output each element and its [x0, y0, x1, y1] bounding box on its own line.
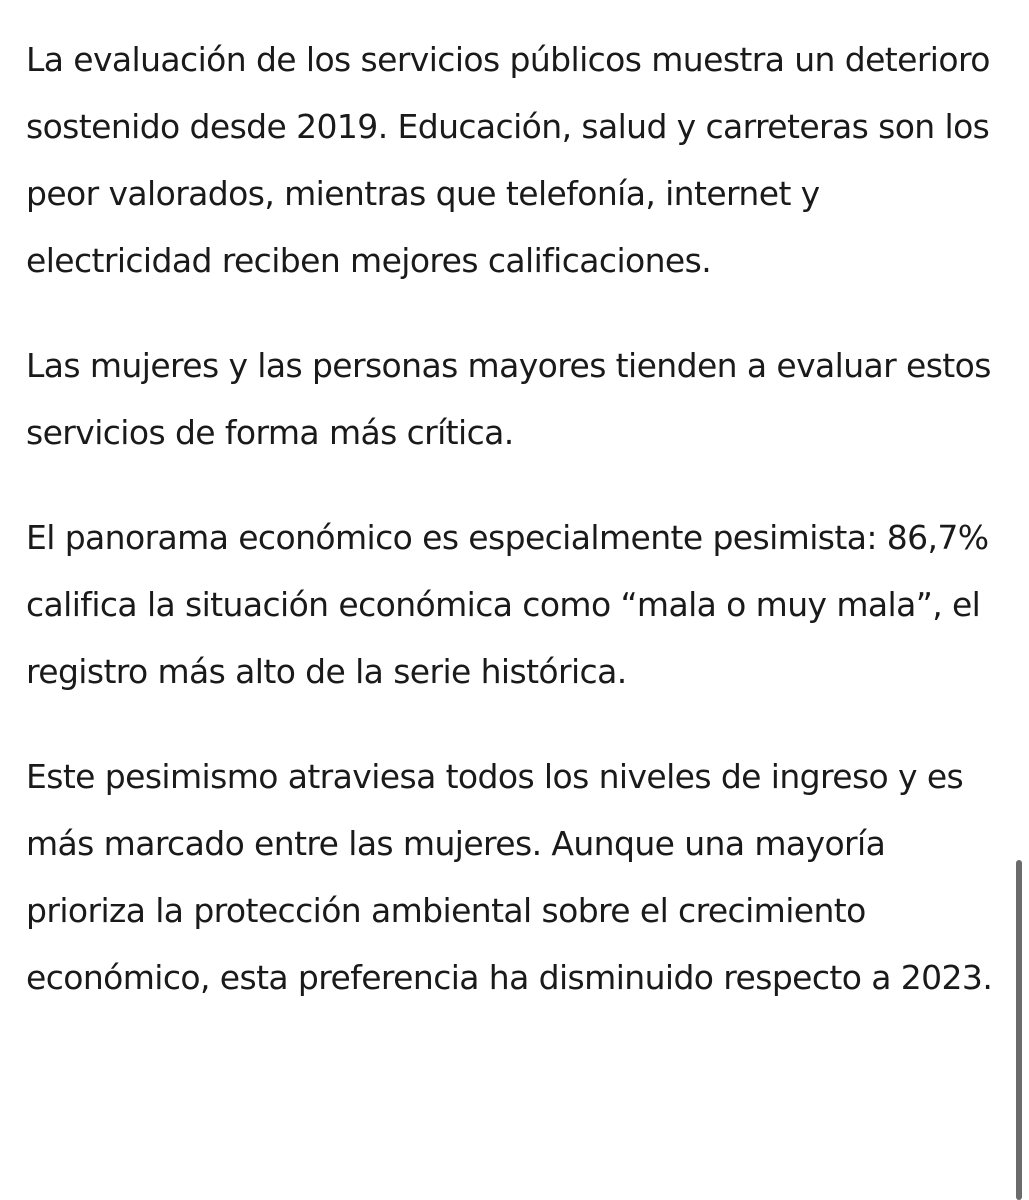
paragraph-women-elderly: Las mujeres y las personas mayores tienden a evaluar estos servicios de forma más crítica.: [26, 346, 991, 452]
paragraph-economic-outlook: El panorama económico es especialmente pesimista: 86,7% califica la situación económica como “mala o muy mala”, el registro más alto de la serie histórica.: [26, 518, 989, 691]
article-body: [26, 26, 1011, 1049]
paragraph-public-services: La evaluación de los servicios públicos muestra un deterioro sostenido desde 2019. Educación, salud y carreteras son los peor valorados, mientras que telefonía, internet y electricidad reciben mejores calificaciones.: [26, 40, 990, 280]
scrollbar-thumb[interactable]: [1016, 860, 1022, 1200]
paragraph-pessimism-income: Este pesimismo atraviesa todos los niveles de ingreso y es más marcado entre las mujeres. Aunque una mayoría prioriza la protección ambiental sobre el crecimiento económico, esta preferencia ha disminuido respecto a 2023.: [26, 757, 993, 997]
